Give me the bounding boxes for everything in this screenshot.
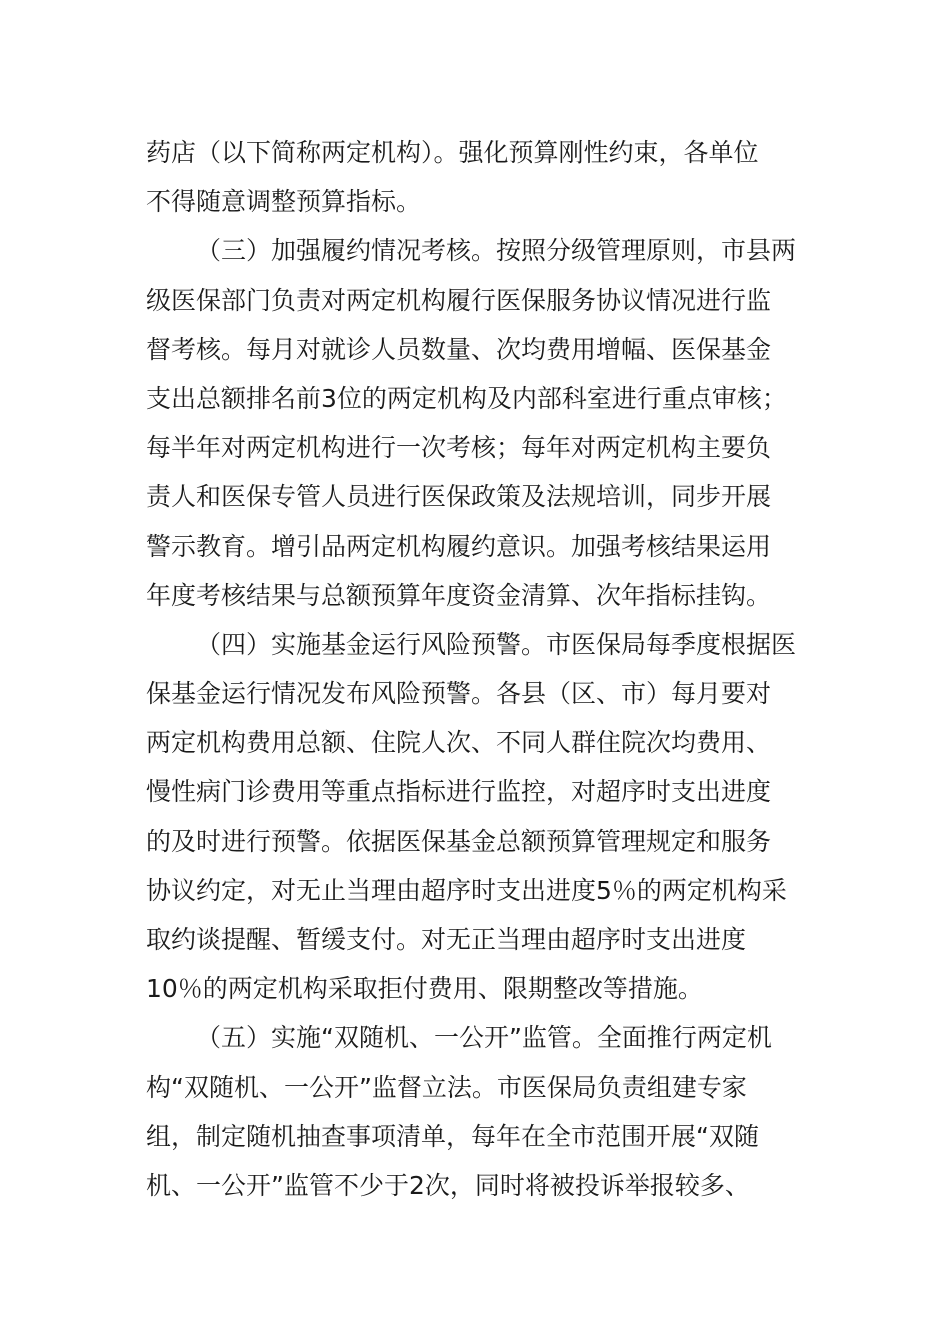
text-line: 药店（以下简称两定机构）。强化预算刚性约束，各单位	[146, 138, 759, 167]
text-line: 两定机构费用总额、住院人次、不同人群住院次均费用、	[146, 728, 772, 758]
text-line: 组，制定随机抽查事项清单，每年在全市范围开展“双随	[146, 1121, 759, 1151]
text-line: 取约谈提醒、暂缓支付。对无正当理由超序时支出进度	[146, 925, 747, 954]
text-line: 责人和医保专管人员进行医保政策及法规培训，同步开展	[146, 482, 772, 512]
text-line: 协议约定，对无止当理由超序时支出进度5％的两定机构采	[146, 875, 787, 905]
text-line: 慢性病门诊费用等重点指标进行监控，对超序时支出进度	[146, 777, 772, 807]
text-line: 级医保部门负责对两定机构履行医保服务协议情况进行监	[146, 285, 772, 315]
text-line: 不得随意调整预算指标。	[146, 187, 422, 217]
text-line: 警示教育。增引品两定机构履约意识。加强考核结果运用	[146, 531, 772, 561]
text-line: 的及时进行预警。依据医保基金总额预算管理规定和服务	[146, 826, 772, 856]
text-line: 构“双随机、一公开”监督立法。市医保局负责组建专家	[146, 1072, 747, 1102]
text-line: 督考核。每月对就诊人员数量、次均费用增幅、医保基金	[146, 334, 772, 364]
text-line: 支出总额排名前3位的两定机构及内部科室进行重点审核；	[146, 383, 787, 413]
text-line: （三）加强履约情况考核。按照分级管理原则，市县两	[196, 236, 797, 266]
text-line: 每半年对两定机构进行一次考核；每年对两定机构主要负	[146, 433, 772, 463]
text-line: （五）实施“双随机、一公开”监管。全面推行两定机	[196, 1023, 772, 1053]
body-text	[146, 128, 814, 1210]
text-line: 10％的两定机构采取拒付费用、限期整改等措施。	[146, 974, 703, 1004]
text-line: 年度考核结果与总额预算年度资金清算、次年指标挂钩。	[146, 580, 772, 610]
text-line: 机、一公开”监管不少于2次，同时将被投诉举报较多、	[146, 1170, 750, 1200]
text-line: （四）实施基金运行风险预警。市医保局每季度根据医	[196, 629, 797, 659]
text-line: 保基金运行情况发布风险预警。各县（区、市）每月要对	[146, 679, 772, 709]
